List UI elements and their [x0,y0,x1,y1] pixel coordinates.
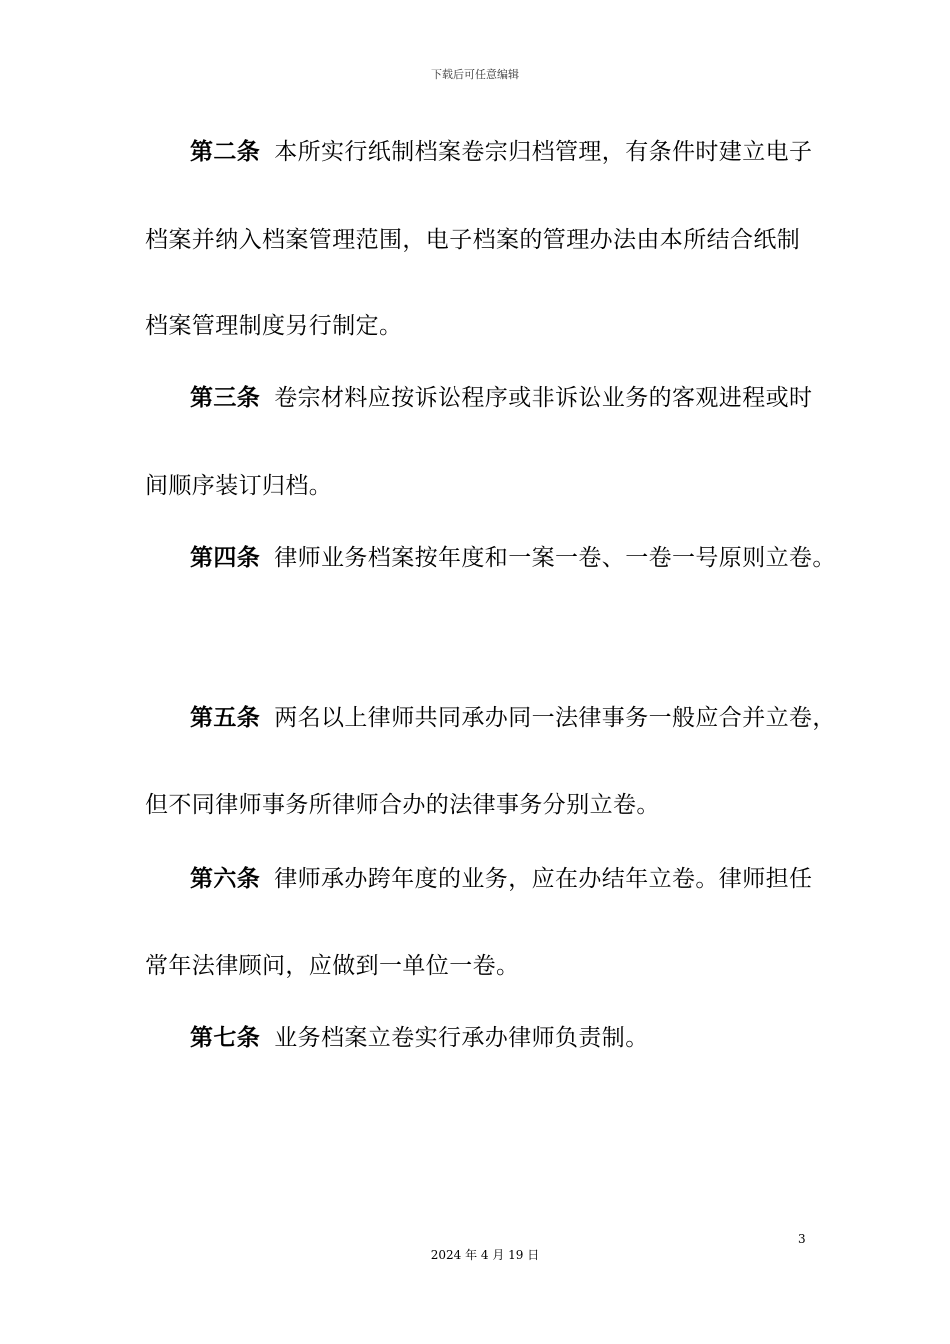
article-text: 业务档案立卷实行承办律师负责制。 [274,1025,649,1051]
article-text: 本所实行纸制档案卷宗归档管理，有条件时建立电子 [274,139,813,165]
article-3-line-1 [190,383,812,413]
article-number: 第六条 [190,866,261,892]
article-text: 律师承办跨年度的业务，应在办结年立卷。律师担任 [274,866,813,892]
article-7-line-1 [190,1023,649,1053]
article-6-line-1 [190,864,812,894]
article-3-line-2: 间顺序装订归档。 [145,473,333,499]
article-number: 第七条 [190,1025,261,1051]
article-5-line-2: 但不同律师事务所律师合办的法律事务分别立卷。 [145,792,660,818]
article-2-line-3: 档案管理制度另行制定。 [145,313,403,339]
article-number: 第四条 [190,545,261,571]
article-4-line-1 [190,543,836,573]
article-6-line-2: 常年法律顾问，应做到一单位一卷。 [145,953,520,979]
page-number: 3 [798,1232,806,1246]
article-text: 律师业务档案按年度和一案一卷、一卷一号原则立卷。 [274,545,836,571]
article-5-line-1 [190,703,836,733]
article-text: 两名以上律师共同承办同一法律事务一般应合并立卷， [274,705,836,731]
page-header: 下载后可任意编辑 [431,68,519,81]
article-number: 第五条 [190,705,261,731]
article-text: 卷宗材料应按诉讼程序或非诉讼业务的客观进程或时 [274,385,813,411]
footer-date: 2024 年 4 月 19 日 [430,1248,540,1262]
article-number: 第三条 [190,385,261,411]
article-2-line-1 [190,137,812,167]
article-number: 第二条 [190,139,261,165]
article-2-line-2: 档案并纳入档案管理范围，电子档案的管理办法由本所结合纸制 [145,227,801,253]
